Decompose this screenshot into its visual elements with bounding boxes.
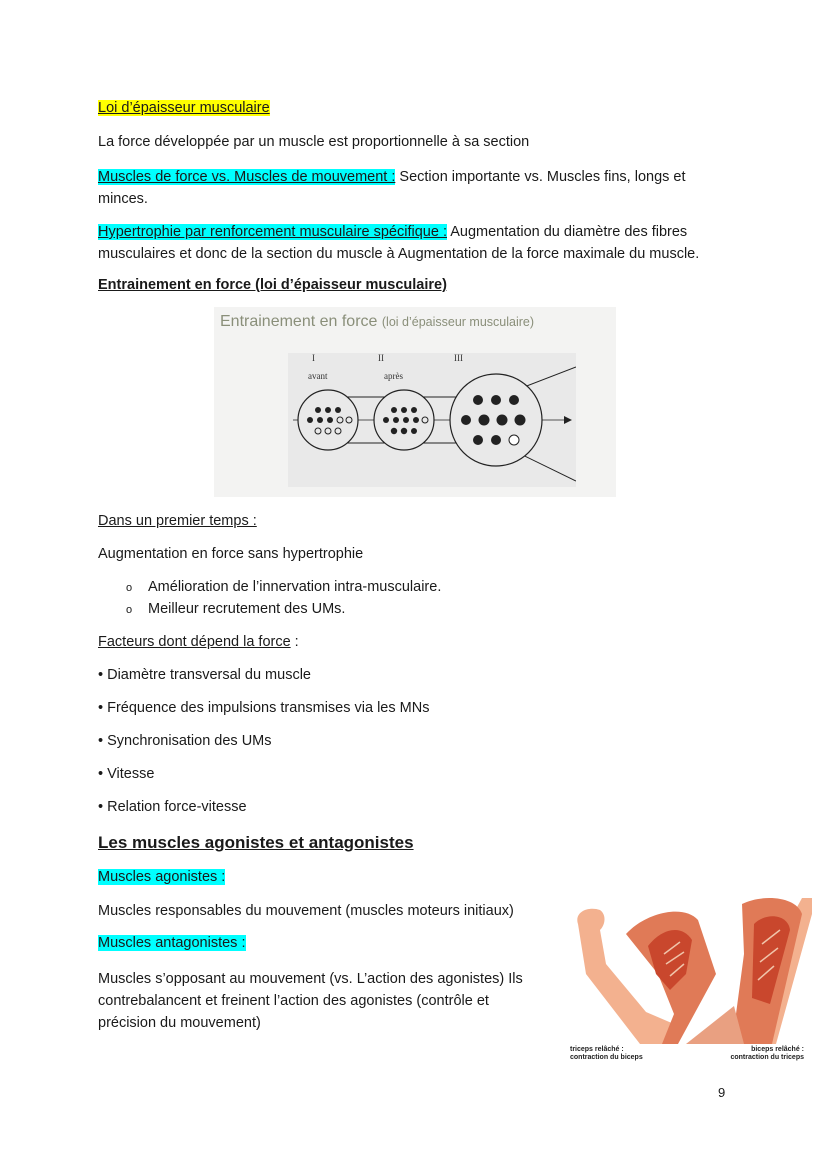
label-before: avant [308,371,328,381]
force-vs-movement-label: Muscles de force vs. Muscles de mouvement : [98,169,396,185]
list-item: o Amélioration de l’innervation intra-musculaire. [126,579,442,595]
training-heading: Entrainement en force (loi d’épaisseur musculaire) [98,277,447,293]
agonist-label-line [98,869,225,885]
first-phase-text: Augmentation en force sans hypertrophie [98,546,364,562]
antagonist-label: Muscles antagonistes : [98,935,246,951]
list-item: • Vitesse [98,766,155,782]
bullet-icon: • [98,766,104,782]
hypertrophy-text-cont: musculaires et donc de la section du muscle à Augmentation de la force maximale du muscle. [98,246,700,262]
arm-illustration [566,894,812,1044]
agonists-section-heading: Les muscles agonistes et antagonistes [98,833,414,852]
bullet-icon: • [98,733,104,749]
heading-highlight: Loi d’épaisseur musculaire [98,100,270,116]
page-number: 9 [718,1085,726,1100]
figure-diagram [288,353,576,487]
bullet-icon: • [98,700,104,716]
hypertrophy-text: Augmentation du diamètre des fibres [446,224,688,240]
list-item: • Relation force-vitesse [98,799,247,815]
bullet-icon: • [98,799,104,815]
list-item: • Synchronisation des UMs [98,733,272,749]
figure-title-sub: (loi d’épaisseur musculaire) [381,315,535,329]
strength-training-figure [214,307,616,497]
list-item: o Meilleur recrutement des UMs. [126,601,346,617]
force-vs-movement-text-cont: minces. [98,191,148,207]
label-after: après [384,371,403,381]
first-phase-heading: Dans un premier temps : [98,513,257,529]
circle-bullet-icon: o [126,604,133,616]
stage-label-1: I [312,353,315,363]
force-vs-movement-paragraph [98,166,730,210]
figure-title-main: Entrainement en force [220,313,378,330]
section-heading-muscle-thickness [98,100,270,116]
hypertrophy-label: Hypertrophie par renforcement musculaire spécifique : [98,224,447,240]
list-item: • Fréquence des impulsions transmises via les MNs [98,700,430,716]
bullet-icon: • [98,667,104,683]
force-vs-movement-text: Section importante vs. Muscles fins, longs et [395,169,686,185]
hypertrophy-paragraph [98,221,730,265]
proportionality-sentence: La force développée par un muscle est proportionnelle à sa section [98,134,530,150]
circle-bullet-icon: o [126,582,133,594]
caption-right: biceps relâché : contraction du triceps [730,1046,804,1061]
figure-title [220,313,534,331]
muscle-cross-sections [288,353,576,487]
list-item: • Diamètre transversal du muscle [98,667,311,683]
factors-heading: Facteurs dont dépend la force : [98,634,299,650]
antagonist-paragraph: Muscles s’opposant au mouvement (vs. L’action des agonistes) Ils contrebalancent et freinent l’action des agonistes (contrôle et précision du mouvement) [98,971,523,1031]
caption-left: triceps relâché : contraction du biceps [570,1046,643,1061]
stage-label-2: II [378,353,384,363]
agonist-label: Muscles agonistes : [98,869,226,885]
arm-muscles-figure [566,894,812,1066]
stage-label-3: III [454,353,463,363]
agonist-text: Muscles responsables du mouvement (muscles moteurs initiaux) [98,903,514,919]
antagonist-label-line [98,935,246,951]
